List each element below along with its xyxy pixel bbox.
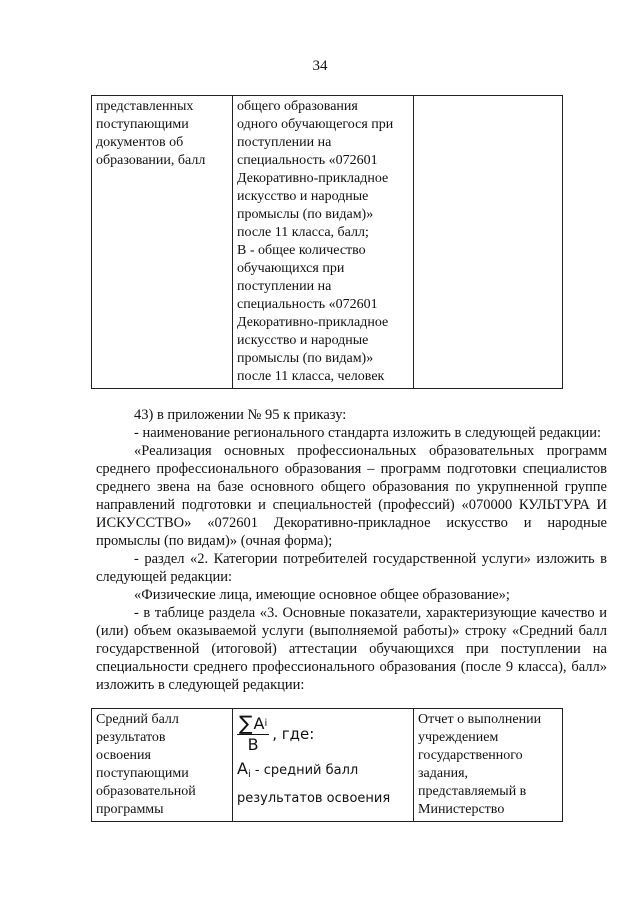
paragraph: - раздел «2. Категории потребителей государственной услуги» изложить в следующей редакции: [96, 551, 607, 585]
table-cell [92, 96, 233, 389]
ai-subscript: i [247, 769, 251, 780]
cell-text: представленных поступающими документов об образовании, балл [96, 99, 206, 168]
formula [237, 713, 409, 754]
paragraph: 43) в приложении № 95 к приказу: [134, 407, 347, 423]
table-top [91, 95, 563, 389]
formula-where: , где: [272, 724, 315, 743]
sigma-symbol: ∑ [239, 711, 253, 735]
paragraph: - в таблице раздела «3. Основные показатели, характеризующие качество и (или) объем оказываемой услуги (выполняемой работы)» строку «Средний балл государственной (итоговой) аттестации обучающихся при поступлении на специальности среднего профессионального образования (после 9 класса), балл» изложить в следующей редакции: [96, 605, 607, 693]
table-cell [414, 96, 563, 389]
fraction-numerator [237, 713, 269, 735]
page-number: 34 [312, 58, 328, 74]
paragraph: «Физические лица, имеющие основное общее образование»; [134, 587, 510, 603]
ai-text: - средний балл [250, 763, 359, 778]
table-cell [233, 96, 414, 389]
ai-definition-continued: результатов освоения [237, 791, 391, 806]
ai-symbol: A [237, 759, 248, 778]
cell-text: общего образования одного обучающегося при поступлении на специальность «072601 Декоративно-прикладное искусство и народные промыслы (по видам)» после 11 класса, балл; В - общее количество обучающихся при поступлении на специальность «072601 Декоративно-прикладное искусство и народные промыслы (по видам)» после 11 класса, человек [237, 99, 394, 384]
table-cell [92, 709, 233, 822]
cell-text: Отчет о выполнении учреждением государственного задания, представляемый в Министерство [418, 712, 542, 817]
table-cell [414, 709, 563, 822]
paragraph: «Реализация основных профессиональных образовательных программ среднего профессионального образования – программ подготовки специалистов среднего звена на базе основного общего образования по укрупненной группе направлений подготовки и специальностей (профессий) «070000 КУЛЬТУРА И ИСКУССТВО» «072601 Декоративно-прикладное искусство и народные промыслы (по видам)» (очная форма); [96, 443, 607, 549]
ai-definition [237, 760, 409, 784]
table-bottom [91, 708, 563, 822]
numerator-symbol: A [253, 714, 265, 733]
table-row [92, 96, 563, 389]
paragraph: - наименование регионального стандарта изложить в следующей редакции: [134, 425, 602, 441]
table-cell [233, 709, 414, 822]
fraction [237, 713, 269, 754]
table-row [92, 709, 563, 822]
cell-text: Средний балл результатов освоения поступающими образовательной программы [96, 712, 196, 817]
body-text [96, 406, 607, 694]
numerator-subscript: i [264, 718, 268, 729]
fraction-denominator: B [247, 735, 259, 754]
